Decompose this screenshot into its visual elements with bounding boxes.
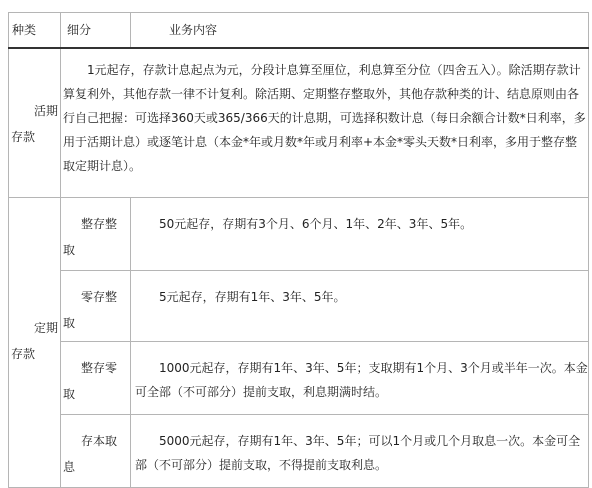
fixed-desc-2: 5元起存，存期有1年、3年、5年。 xyxy=(131,271,589,342)
header-kind: 种类 xyxy=(9,13,61,49)
deposit-types-table xyxy=(8,12,589,488)
fixed-desc-4: 5000元起存，存期有1年、3年、5年；可以1个月或几个月取息一次。本金可全部（不可部分）提前支取，不得提前支取利息。 xyxy=(131,415,589,488)
header-sub: 细分 xyxy=(61,13,131,49)
demand-deposit-row xyxy=(9,48,589,198)
fixed-desc-3: 1000元起存，存期有1年、3年、5年；支取期有1个月、3个月或半年一次。本金可全部（不可部分）提前支取，利息期满时结。 xyxy=(131,342,589,415)
fixed-sub-3: 整存零 取 xyxy=(61,342,131,415)
header-content: 业务内容 xyxy=(131,13,589,49)
fixed-deposit-label: 定期 存款 xyxy=(9,198,61,488)
fixed-sub-1: 整存整 取 xyxy=(61,198,131,271)
fixed-row-4 xyxy=(9,415,589,488)
table-header-row xyxy=(9,13,589,49)
fixed-sub-2: 零存整 取 xyxy=(61,271,131,342)
fixed-desc-1: 50元起存，存期有3个月、6个月、1年、2年、3年、5年。 xyxy=(131,198,589,271)
demand-deposit-content: 1元起存，存款计息起点为元，分段计息算至厘位，利息算至分位（四舍五入）。除活期存款计算复利外，其他存款一律不计复利。除活期、定期整存整取外，其他存款种类的计、结息原则由各行自己把握：可选择360天或365/366天的计息期，可选择积数计息（每日余额合计数*日利率，多用于活期计息）或逐笔计息（本金*年或月数*年或月利率+本金*零头天数*日利率，多用于整存整取定期计息）。 xyxy=(61,48,589,198)
fixed-row-1 xyxy=(9,198,589,271)
fixed-row-2 xyxy=(9,271,589,342)
fixed-row-3 xyxy=(9,342,589,415)
fixed-sub-4: 存本取 息 xyxy=(61,415,131,488)
demand-deposit-label: 活期 存款 xyxy=(9,48,61,198)
